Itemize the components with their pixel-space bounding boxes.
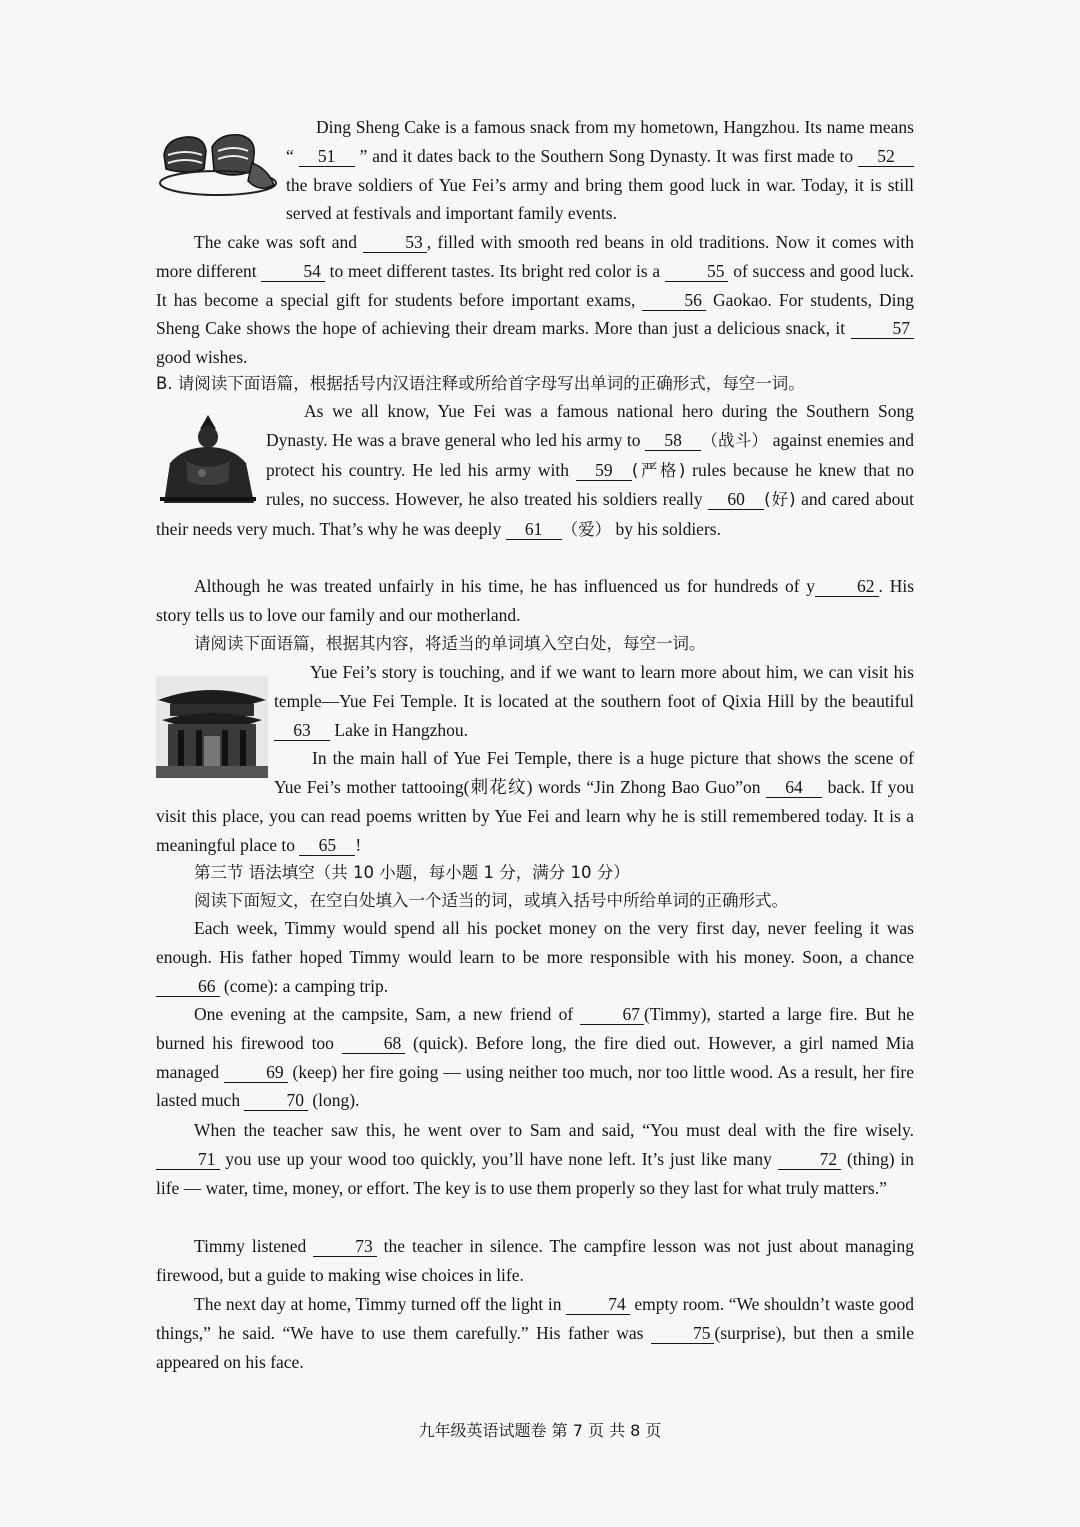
blank-65[interactable]: 65 bbox=[299, 835, 355, 856]
grammar-paragraph-4: Timmy listened 73 the teacher in silence. The campfire lesson was not just about managing firewood, but a guide to making wise choices in life. bbox=[156, 1236, 914, 1285]
blank-69[interactable]: 69 bbox=[224, 1062, 288, 1083]
passage-a-paragraph-1: Ding Sheng Cake is a famous snack from my hometown, Hangzhou. Its name means “ 51 ” and it dates back to the Southern Song Dynasty. It was first made to 52 the brave soldiers of Yue Fei’s army and bring them good luck in war. Today, it is still served at festivals and important family events. bbox=[156, 113, 914, 228]
yue-fei-temple-illustration bbox=[156, 676, 268, 778]
blank-64[interactable]: 64 bbox=[766, 777, 822, 798]
blank-58[interactable]: 58 bbox=[645, 430, 701, 451]
section-b-heading: B. 请阅读下面语篇，根据括号内汉语注释或所给首字母写出单词的正确形式，每空一词。 bbox=[156, 374, 805, 393]
blank-73[interactable]: 73 bbox=[313, 1236, 377, 1257]
passage-b-paragraph-2: Although he was treated unfairly in his time, he has influenced us for hundreds of y 62 . His story tells us to love our family and our motherland. bbox=[156, 576, 915, 625]
grammar-paragraph-1: Each week, Timmy would spend all his pocket money on the very first day, never feeling it was enough. His father hoped Timmy would learn to be more responsible with his money. Soon, a chance 66 (come): a camping trip. bbox=[156, 918, 914, 996]
blank-53[interactable]: 53 bbox=[363, 232, 427, 253]
blank-67[interactable]: 67 bbox=[580, 1004, 644, 1025]
blank-54[interactable]: 54 bbox=[261, 261, 325, 282]
passage-c-paragraph-1: Yue Fei’s story is touching, and if we want to learn more about him, we can visit his temple—Yue Fei Temple. It is located at the southern foot of Qixia Hill by the beautiful 63 Lake in Hangzhou. In the main hall of Yue Fei Temple, there is a huge picture that shows the scene of Yue Fei’s mother tattooing(刺花纹) words “Jin Zhong Bao Guo”on 64 back. If you visit this place, you can read poems written by Yue Fei and learn why he is still remembered today. It is a meaningful place to 65 ! bbox=[156, 662, 914, 855]
section-3-title: 第三节 语法填空（共 10 小题，每小题 1 分，满分 10 分） bbox=[194, 863, 630, 882]
blank-62[interactable]: 62 bbox=[815, 576, 879, 597]
blank-60[interactable]: 60 bbox=[708, 489, 764, 510]
blank-57[interactable]: 57 bbox=[851, 318, 915, 339]
blank-61[interactable]: 61 bbox=[506, 519, 562, 540]
blank-66[interactable]: 66 bbox=[156, 976, 220, 997]
blank-51[interactable]: 51 bbox=[299, 146, 355, 167]
grammar-paragraph-5: The next day at home, Timmy turned off the light in 74 empty room. “We shouldn’t waste good things,” he said. “We have to use them carefully.” His father was 75 (surprise), but then a smile appeared on his face. bbox=[156, 1294, 915, 1372]
blank-59[interactable]: 59 bbox=[576, 460, 632, 481]
blank-68[interactable]: 68 bbox=[342, 1033, 406, 1054]
section-3-instruction: 阅读下面短文，在空白处填入一个适当的词，或填入括号中所给单词的正确形式。 bbox=[194, 891, 788, 910]
blank-71[interactable]: 71 bbox=[156, 1149, 220, 1170]
cake-illustration bbox=[156, 125, 280, 201]
blank-72[interactable]: 72 bbox=[778, 1149, 842, 1170]
blank-75[interactable]: 75 bbox=[651, 1323, 715, 1344]
grammar-paragraph-3: When the teacher saw this, he went over to Sam and said, “You must deal with the fire wisely. 71 you use up your wood too quickly, you’ll have none left. It’s just like many 72 (thing) in life — water, time, money, or effort. The key is to use them properly so they last for what truly matters.” bbox=[156, 1120, 915, 1198]
blank-56[interactable]: 56 bbox=[642, 290, 706, 311]
page-footer: 九年级英语试题卷 第 7 页 共 8 页 bbox=[418, 1421, 662, 1440]
blank-70[interactable]: 70 bbox=[244, 1090, 308, 1111]
section-c-heading: 请阅读下面语篇，根据其内容，将适当的单词填入空白处，每空一词。 bbox=[194, 634, 706, 653]
blank-55[interactable]: 55 bbox=[665, 261, 729, 282]
blank-74[interactable]: 74 bbox=[566, 1294, 630, 1315]
yue-fei-statue-illustration bbox=[156, 411, 260, 503]
blank-63[interactable]: 63 bbox=[274, 720, 330, 741]
passage-a-paragraph-2: The cake was soft and 53 , filled with smooth red beans in old traditions. Now it comes with more different 54 to meet different tastes. Its bright red color is a 55 of success and good luck. It has become a special gift for students before important exams, 56 Gaokao. For students, Ding Sheng Cake shows the hope of achieving their dream marks. More than just a delicious snack, it 57 good wishes. bbox=[156, 232, 915, 368]
grammar-paragraph-2: One evening at the campsite, Sam, a new friend of 67 (Timmy), started a large fire. But he burned his firewood too 68 (quick). Before long, the fire died out. However, a girl named Mia managed 69 (keep) her fire going — using neither too much, nor too little wood. As a result, her fire lasted much 70 (long). bbox=[156, 1004, 915, 1111]
blank-52[interactable]: 52 bbox=[858, 146, 914, 167]
passage-b-paragraph-1: As we all know, Yue Fei was a famous national hero during the Southern Song Dynasty. He was a brave general who led his army to 58 （战斗） against enemies and protect his country. He led his army with 59 (严格) rules because he knew that no rules, no success. However, he also treated his soldiers really 60 (好) and cared about their needs very much. That’s why he was deeply 61 （爱） by his soldiers. bbox=[156, 401, 915, 540]
